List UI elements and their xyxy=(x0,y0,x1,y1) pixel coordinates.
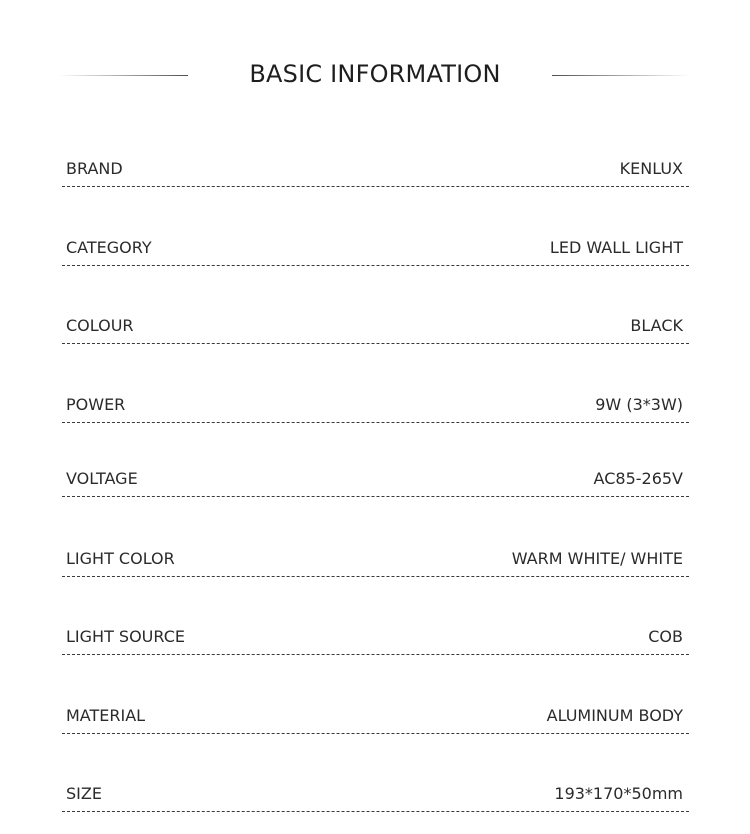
spec-label: COLOUR xyxy=(66,316,134,335)
spec-value: KENLUX xyxy=(619,159,683,178)
spec-value: 9W (3*3W) xyxy=(595,395,683,414)
header-divider-right xyxy=(552,75,690,76)
spec-row-brand xyxy=(62,156,689,187)
section-header xyxy=(0,0,750,120)
spec-value: AC85-265V xyxy=(593,469,683,488)
spec-row-category xyxy=(62,235,689,266)
spec-label: LIGHT SOURCE xyxy=(66,627,185,646)
spec-value: LED WALL LIGHT xyxy=(549,238,683,257)
spec-label: SIZE xyxy=(66,784,102,803)
spec-value: COB xyxy=(648,627,683,646)
page-title: BASIC INFORMATION xyxy=(249,60,501,88)
spec-row-voltage xyxy=(62,466,689,497)
spec-value: ALUMINUM BODY xyxy=(546,706,683,725)
spec-row-power xyxy=(62,392,689,423)
spec-row-light-color xyxy=(62,546,689,577)
spec-value: WARM WHITE/ WHITE xyxy=(511,549,683,568)
spec-label: CATEGORY xyxy=(66,238,152,257)
spec-label: BRAND xyxy=(66,159,123,178)
spec-row-colour xyxy=(62,313,689,344)
spec-label: POWER xyxy=(66,395,126,414)
spec-value: 193*170*50mm xyxy=(554,784,683,803)
spec-label: VOLTAGE xyxy=(66,469,138,488)
spec-row-size xyxy=(62,781,689,812)
spec-label: LIGHT COLOR xyxy=(66,549,175,568)
spec-row-material xyxy=(62,703,689,734)
spec-row-light-source xyxy=(62,624,689,655)
spec-label: MATERIAL xyxy=(66,706,146,725)
spec-value: BLACK xyxy=(630,316,683,335)
